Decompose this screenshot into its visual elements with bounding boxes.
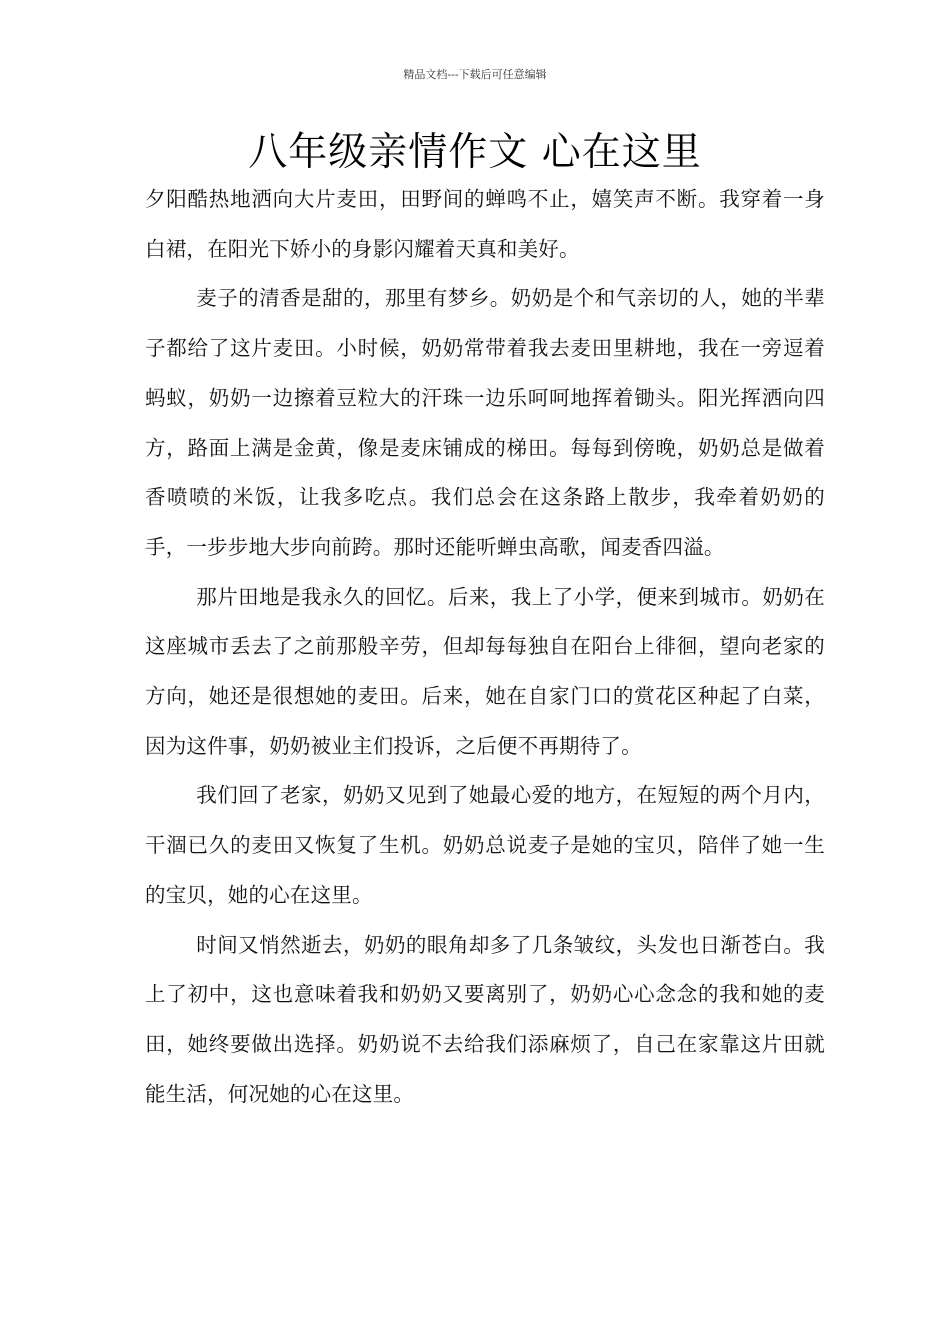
paragraph-4: 我们回了老家，奶奶又见到了她最心爱的地方，在短短的两个月内，干涸已久的麦田又恢复了生机。奶奶总说麦子是她的宝贝，陪伴了她一生的宝贝，她的心在这里。: [145, 783, 825, 907]
document-body: [145, 175, 825, 1119]
paragraph-2: 麦子的清香是甜的，那里有梦乡。奶奶是个和气亲切的人，她的半辈子都给了这片麦田。小时候，奶奶常带着我去麦田里耕地，我在一旁逗着蚂蚁，奶奶一边擦着豆粒大的汗珠一边乐呵呵地挥着锄头。阳光挥洒向四方，路面上满是金黄，像是麦床铺成的梯田。每每到傍晚，奶奶总是做着香喷喷的米饭，让我多吃点。我们总会在这条路上散步，我牵着奶奶的手，一步步地大步向前跨。那时还能听蝉虫高歌，闻麦香四溢。: [145, 286, 825, 559]
paragraph-3: 那片田地是我永久的回忆。后来，我上了小学，便来到城市。奶奶在这座城市丢去了之前那般辛劳，但却每每独自在阳台上徘徊，望向老家的方向，她还是很想她的麦田。后来，她在自家门口的赏花区种起了白菜，因为这件事，奶奶被业主们投诉，之后便不再期待了。: [145, 584, 825, 758]
document-title: 八年级亲情作文 心在这里: [248, 130, 702, 175]
header-note: 精品文档---下载后可任意编辑: [403, 68, 547, 81]
paragraph-1: 夕阳酷热地洒向大片麦田，田野间的蝉鸣不止，嬉笑声不断。我穿着一身白裙，在阳光下娇小的身影闪耀着天真和美好。: [145, 187, 825, 261]
paragraph-5: 时间又悄然逝去，奶奶的眼角却多了几条皱纹，头发也日渐苍白。我上了初中，这也意味着我和奶奶又要离别了，奶奶心心念念的我和她的麦田，她终要做出选择。奶奶说不去给我们添麻烦了，自己在家靠这片田就能生活，何况她的心在这里。: [145, 932, 825, 1106]
